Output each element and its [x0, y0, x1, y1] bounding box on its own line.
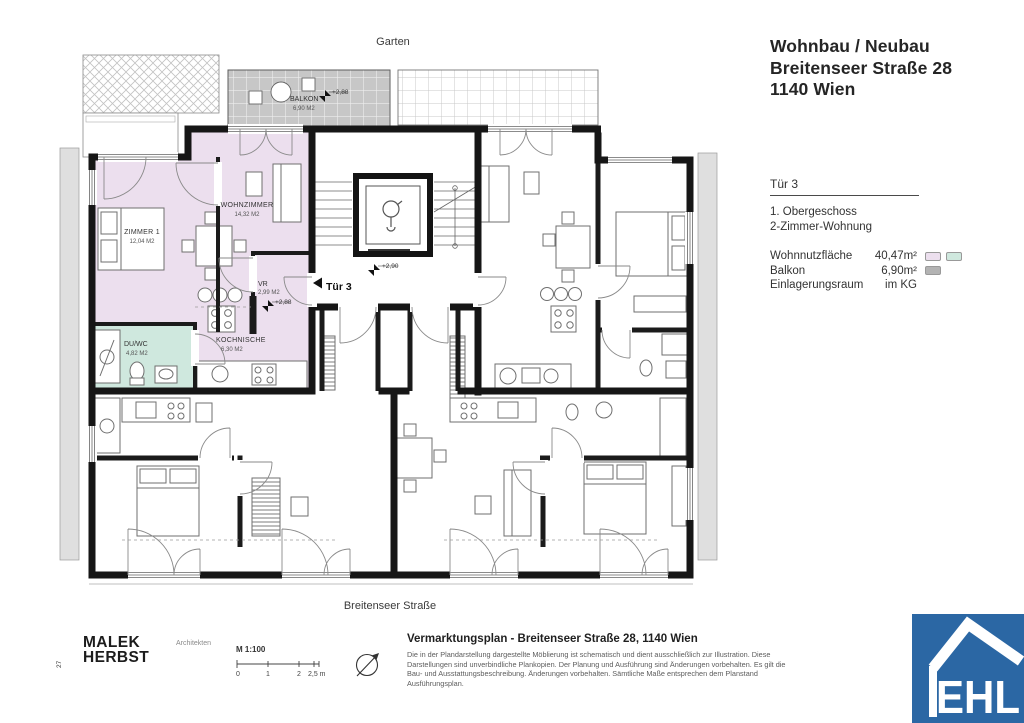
architect-logo-line2: HERBST [83, 648, 150, 666]
swatch-gray [925, 266, 941, 275]
project-title [770, 36, 1000, 101]
balcony-band [228, 70, 598, 127]
cabinet [672, 466, 686, 526]
garten-label: Garten [376, 36, 410, 48]
toilet [130, 362, 144, 380]
room-area-wohnzimmer: 14,32 M2 [234, 212, 260, 218]
legend-value: im KG [885, 279, 917, 291]
door-label: Tür 3 [326, 281, 352, 293]
legend-value: 6,90m² [881, 264, 917, 277]
divider [770, 195, 919, 196]
bench [634, 296, 686, 312]
dining-table [556, 226, 590, 268]
balcony-table [271, 82, 291, 102]
scale-tick: 2,5 m [308, 671, 326, 678]
dining-table [196, 226, 232, 266]
legend-row-balkon [770, 264, 1000, 278]
legend-value: 40,47m² [874, 250, 917, 262]
scale-label: M 1:100 [236, 645, 266, 654]
bathtub [660, 398, 686, 456]
stair-core [314, 176, 477, 254]
room-area-balkon: 6,90 M2 [293, 106, 315, 112]
elevator-cabin [366, 186, 420, 244]
project-title-line1: Wohnbau / Neubau [770, 36, 930, 56]
plan-title: Vermarktungsplan - Breitenseer Straße 28, 1140 Wien [407, 633, 698, 645]
legend-row-wohnnutzflaeche [770, 249, 1000, 263]
tv-board [246, 172, 262, 196]
legend-label: Balkon [770, 264, 806, 277]
street-label: Breitenseer Straße [343, 600, 437, 612]
floor-label: 1. Obergeschoss [770, 206, 857, 218]
sofa [481, 166, 509, 222]
sheet-number: 27 [56, 660, 63, 668]
room-label-zimmer1: ZIMMER 1 [124, 229, 160, 236]
apartment-type-label: 2-Zimmer-Wohnung [770, 221, 873, 233]
architect-suffix: Architekten [176, 640, 212, 647]
project-title-line3: 1140 Wien [770, 79, 856, 99]
project-title-line2: Breitenseer Straße 28 [770, 57, 953, 78]
sofa [504, 470, 531, 536]
washbasin [596, 402, 612, 418]
room-area-vr: 2,99 M2 [258, 290, 280, 296]
side-table [291, 497, 308, 516]
architect-logo [83, 636, 149, 665]
room-area-zimmer1: 12,04 M2 [129, 239, 155, 245]
ehl-logo-text: EHL [936, 671, 1020, 723]
dining-table [397, 438, 432, 478]
room-label-balkon: BALKON [290, 96, 319, 103]
scale-tick: 2 [297, 671, 301, 678]
disclaimer-text: Die in der Plandarstellung dargestellte Möblierung ist schematisch und dient ausschließlich zur Illustration. Diese Darstellungen sind unverbindliche Plankopien. Der Planung und Ausführung sind Änderungen vorbehalten. Es gilt die Bau- und Ausstattungsbeschreibung. Änderungen vorbehalten. Sämtliche Maße entsprechen dem Planstand Ausführungsplan. [407, 650, 786, 688]
scale-tick: 0 [236, 671, 240, 678]
stove [208, 306, 235, 332]
ehl-logo [912, 614, 1024, 723]
shower [95, 398, 120, 453]
room-label-duwc: DU/WC [124, 341, 148, 348]
room-label-wohnzimmer: WOHNZIMMER [220, 202, 274, 209]
swatch-pink [925, 252, 941, 261]
level-corridor: +2,90 [382, 263, 399, 270]
legend-row-einlagerungsraum [770, 278, 1000, 292]
toilet [640, 360, 652, 376]
level-balkon: +2,88 [332, 89, 349, 96]
wardrobe [252, 478, 280, 536]
balcony-chair [302, 78, 315, 91]
sofa [273, 164, 301, 222]
scale-tick: 1 [266, 671, 270, 678]
unit-label: Tür 3 [770, 177, 799, 191]
north-arrow-icon [352, 649, 384, 681]
hatched-neighbor-terrace [83, 55, 219, 113]
scale-bar [236, 656, 346, 680]
balcony-chair [249, 91, 262, 104]
area-legend [770, 249, 1000, 293]
level-vr: +2,88 [275, 299, 292, 306]
room-area-kochnische: 6,30 M2 [221, 347, 243, 353]
toilet [566, 404, 578, 420]
swatch-mint [946, 252, 962, 261]
legend-label: Einlagerungsraum [770, 279, 864, 291]
architect-logo-line1: MALEK [83, 634, 141, 651]
room-label-kochnische: KOCHNISCHE [216, 337, 266, 344]
legend-label: Wohnnutzfläche [770, 250, 853, 262]
room-label-vr: VR [258, 281, 268, 288]
room-area-duwc: 4,82 M2 [126, 351, 148, 357]
shower [662, 334, 688, 355]
